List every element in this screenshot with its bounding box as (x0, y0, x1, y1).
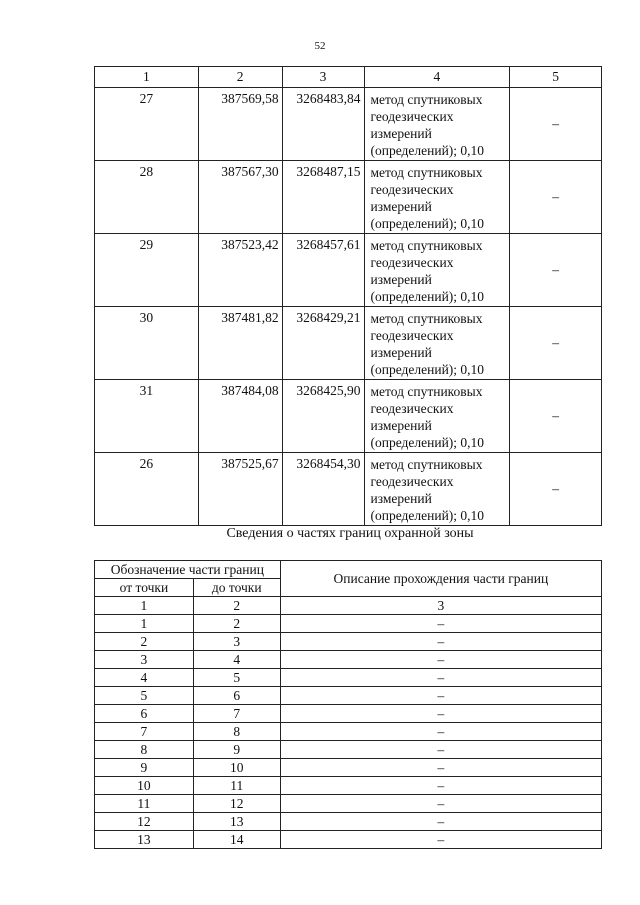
method-line: метод спутниковых (370, 457, 483, 472)
border-part-row (95, 669, 602, 687)
part-description: – (280, 777, 601, 795)
border-part-row (95, 633, 602, 651)
from-point: 4 (95, 669, 194, 687)
part-description: – (280, 669, 601, 687)
to-point: 12 (193, 795, 280, 813)
part-description: – (280, 741, 601, 759)
coordinates-row (95, 234, 602, 307)
border-part-row (95, 759, 602, 777)
method-line: геодезических (370, 328, 454, 343)
border-part-row (95, 813, 602, 831)
method-line: измерений (370, 345, 432, 360)
coordinates-row (95, 161, 602, 234)
to-point: 13 (193, 813, 280, 831)
page-number: 52 (314, 40, 326, 52)
from-point: 2 (95, 633, 194, 651)
method-line: метод спутниковых (370, 165, 483, 180)
coordinates-row (95, 88, 602, 161)
parts-numbering-row (95, 597, 602, 615)
border-part-row (95, 615, 602, 633)
numbering-cell-2: 2 (193, 597, 280, 615)
from-point: 11 (95, 795, 194, 813)
description-header: Описание прохождения части границ (280, 561, 601, 597)
from-point: 5 (95, 687, 194, 705)
column-header-4: 4 (364, 67, 510, 88)
numbering-cell-1: 1 (95, 597, 194, 615)
column-header-2: 2 (198, 67, 282, 88)
determination-method (364, 88, 510, 161)
part-description: – (280, 723, 601, 741)
to-point: 6 (193, 687, 280, 705)
from-point: 3 (95, 651, 194, 669)
border-part-row (95, 723, 602, 741)
x-coordinate: 387569,58 (198, 88, 282, 161)
method-line: метод спутниковых (370, 384, 483, 399)
coordinates-row (95, 307, 602, 380)
point-number: 29 (95, 234, 199, 307)
point-number: 30 (95, 307, 199, 380)
to-point: 9 (193, 741, 280, 759)
part-description: – (280, 759, 601, 777)
point-number: 26 (95, 453, 199, 526)
column-header-5: 5 (510, 67, 602, 88)
from-point: 1 (95, 615, 194, 633)
method-line: геодезических (370, 401, 454, 416)
method-line: (определений); 0,10 (370, 435, 485, 450)
x-coordinate: 387481,82 (198, 307, 282, 380)
part-description: – (280, 705, 601, 723)
border-part-row (95, 741, 602, 759)
method-line: (определений); 0,10 (370, 289, 485, 304)
coordinates-row (95, 380, 602, 453)
determination-method (364, 380, 510, 453)
to-point: 8 (193, 723, 280, 741)
method-line: (определений); 0,10 (370, 508, 485, 523)
point-number: 28 (95, 161, 199, 234)
to-point: 3 (193, 633, 280, 651)
y-coordinate: 3268425,90 (282, 380, 364, 453)
point-number: 31 (95, 380, 199, 453)
y-coordinate: 3268487,15 (282, 161, 364, 234)
part-description: – (280, 615, 601, 633)
point-number: 27 (95, 88, 199, 161)
parts-header-row (95, 561, 602, 579)
from-point: 6 (95, 705, 194, 723)
border-part-row (95, 795, 602, 813)
x-coordinate: 387525,67 (198, 453, 282, 526)
determination-method (364, 161, 510, 234)
point-note: – (510, 161, 602, 234)
method-line: метод спутниковых (370, 92, 483, 107)
method-line: измерений (370, 272, 432, 287)
y-coordinate: 3268429,21 (282, 307, 364, 380)
part-description: – (280, 831, 601, 849)
to-point: 11 (193, 777, 280, 795)
point-note: – (510, 453, 602, 526)
from-point-header: от точки (95, 579, 194, 597)
to-point: 2 (193, 615, 280, 633)
part-description: – (280, 651, 601, 669)
x-coordinate: 387567,30 (198, 161, 282, 234)
y-coordinate: 3268454,30 (282, 453, 364, 526)
part-description: – (280, 795, 601, 813)
border-part-row (95, 831, 602, 849)
point-note: – (510, 380, 602, 453)
method-line: геодезических (370, 109, 454, 124)
method-line: измерений (370, 418, 432, 433)
method-line: (определений); 0,10 (370, 362, 485, 377)
border-part-row (95, 705, 602, 723)
point-note: – (510, 307, 602, 380)
method-line: геодезических (370, 474, 454, 489)
border-part-row (95, 777, 602, 795)
to-point: 5 (193, 669, 280, 687)
method-line: метод спутниковых (370, 238, 483, 253)
method-line: (определений); 0,10 (370, 143, 485, 158)
border-parts-table (94, 560, 602, 849)
determination-method (364, 307, 510, 380)
point-note: – (510, 234, 602, 307)
border-part-row (95, 651, 602, 669)
from-point: 13 (95, 831, 194, 849)
coordinates-table (94, 66, 602, 526)
part-designation-header: Обозначение части границ (95, 561, 281, 579)
part-description: – (280, 633, 601, 651)
method-line: измерений (370, 199, 432, 214)
to-point: 7 (193, 705, 280, 723)
x-coordinate: 387523,42 (198, 234, 282, 307)
x-coordinate: 387484,08 (198, 380, 282, 453)
part-description: – (280, 687, 601, 705)
method-line: измерений (370, 491, 432, 506)
from-point: 7 (95, 723, 194, 741)
method-line: измерений (370, 126, 432, 141)
method-line: метод спутниковых (370, 311, 483, 326)
coordinates-row (95, 453, 602, 526)
from-point: 8 (95, 741, 194, 759)
y-coordinate: 3268457,61 (282, 234, 364, 307)
column-header-1: 1 (95, 67, 199, 88)
determination-method (364, 234, 510, 307)
numbering-cell-3: 3 (280, 597, 601, 615)
to-point: 4 (193, 651, 280, 669)
section-title: Сведения о частях границ охранной зоны (226, 526, 474, 541)
point-note: – (510, 88, 602, 161)
part-description: – (280, 813, 601, 831)
from-point: 12 (95, 813, 194, 831)
to-point: 10 (193, 759, 280, 777)
method-line: геодезических (370, 182, 454, 197)
y-coordinate: 3268483,84 (282, 88, 364, 161)
column-header-3: 3 (282, 67, 364, 88)
to-point-header: до точки (193, 579, 280, 597)
coordinates-header-row (95, 67, 602, 88)
from-point: 9 (95, 759, 194, 777)
to-point: 14 (193, 831, 280, 849)
border-part-row (95, 687, 602, 705)
method-line: геодезических (370, 255, 454, 270)
from-point: 10 (95, 777, 194, 795)
method-line: (определений); 0,10 (370, 216, 485, 231)
determination-method (364, 453, 510, 526)
